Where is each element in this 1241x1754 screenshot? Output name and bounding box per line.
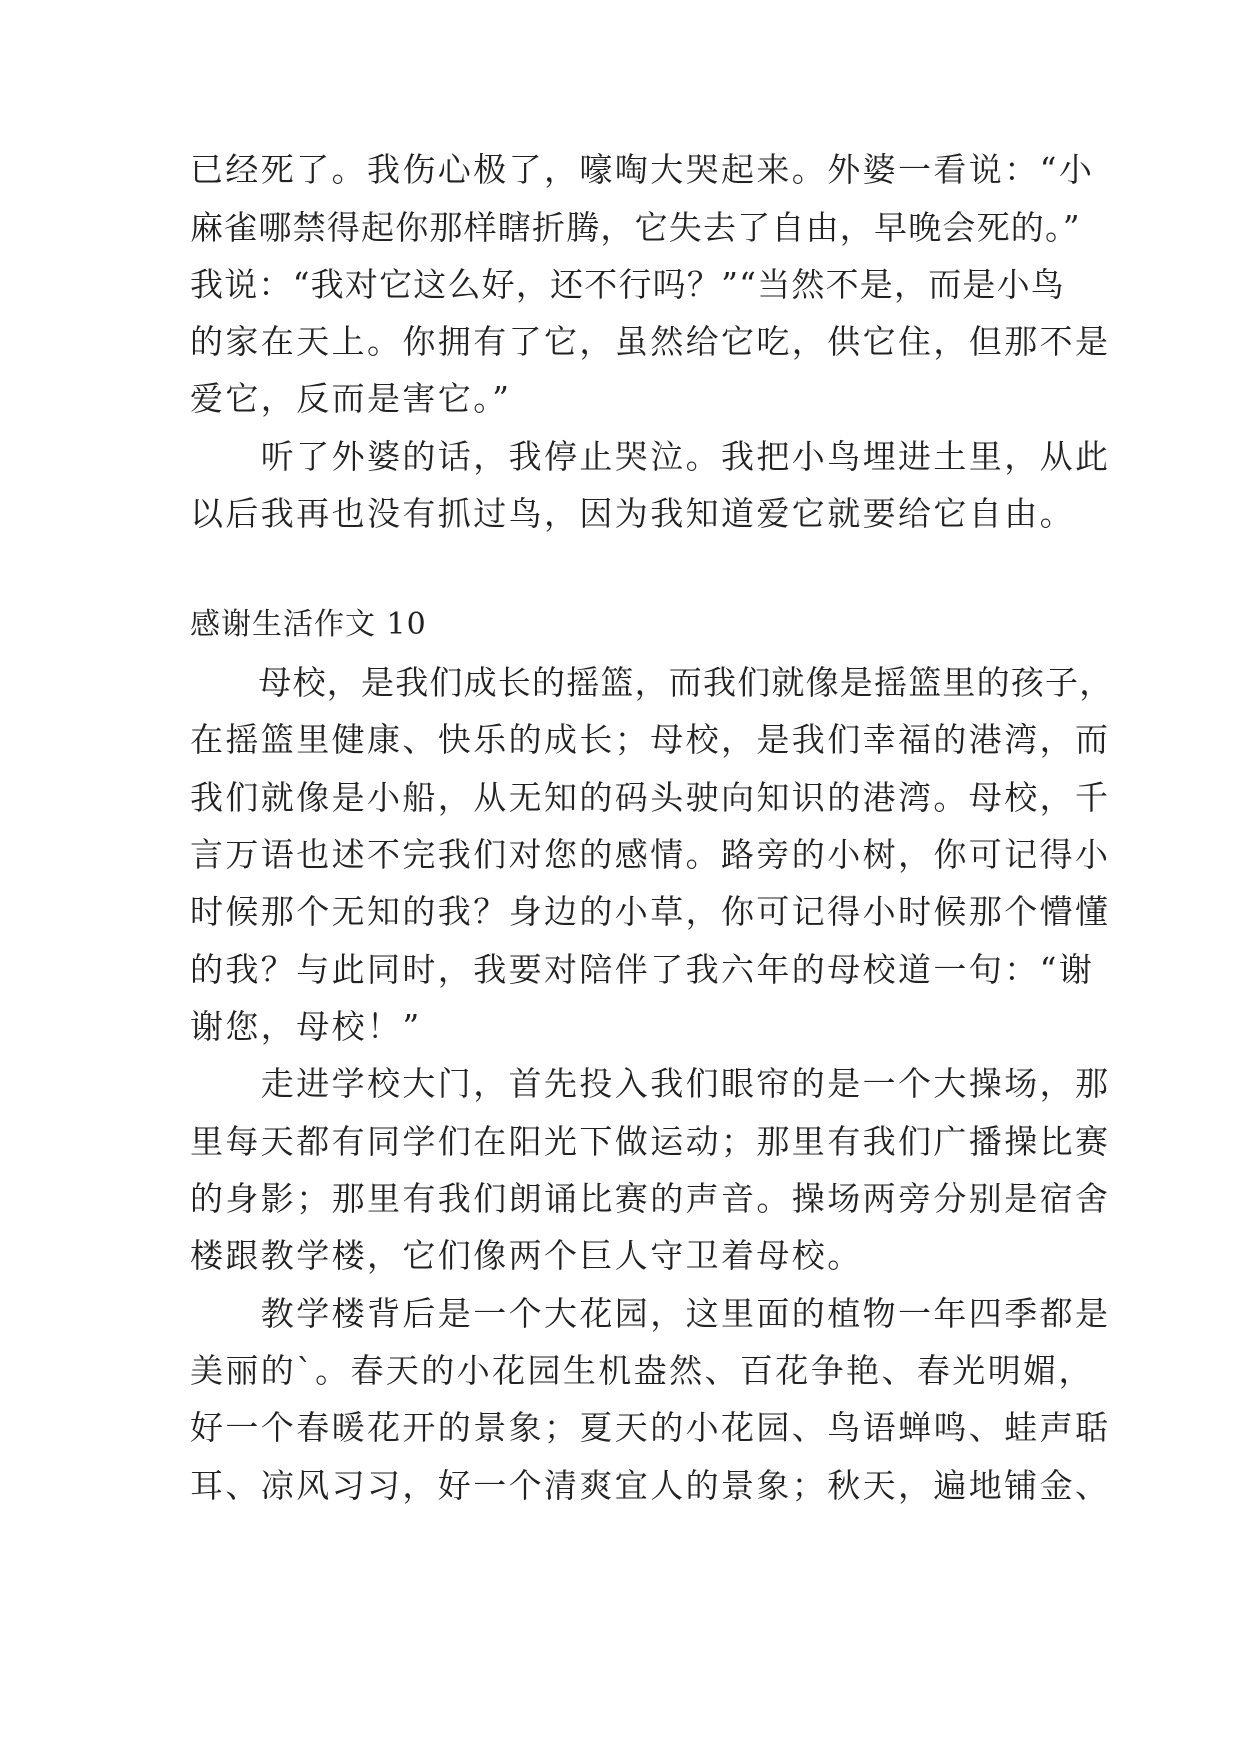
text-line: 里每天都有同学们在阳光下做运动；那里有我们广播操比赛 xyxy=(190,1122,1111,1161)
text-line: 的我？与此同时，我要对陪伴了我六年的母校道一句：“谢 xyxy=(190,950,1095,989)
section-heading: 感谢生活作文 10 xyxy=(190,607,427,642)
text-line: 已经死了。我伤心极了，嚎啕大哭起来。外婆一看说：“小 xyxy=(190,150,1095,189)
text-line: 谢您，母校！” xyxy=(190,1007,422,1046)
text-line: 的身影；那里有我们朗诵比赛的声音。操场两旁分别是宿舍 xyxy=(190,1179,1111,1218)
text-line: 我说：“我对它这么好，还不行吗？”“当然不是，而是小鸟 xyxy=(190,265,1066,304)
text-line: 听了外婆的话，我停止哭泣。我把小鸟埋进土里，从此 xyxy=(190,437,1111,476)
text-line: 母校，是我们成长的摇篮，而我们就像是摇篮里的孩子， xyxy=(190,663,1114,702)
text-line: 以后我再也没有抓过鸟，因为我知道爱它就要给它自由。 xyxy=(190,494,1075,533)
text-line: 耳、凉风习习，好一个清爽宜人的景象；秋天，遍地铺金、 xyxy=(190,1466,1111,1505)
text-line: 在摇篮里健康、快乐的成长；母校，是我们幸福的港湾，而 xyxy=(190,720,1111,759)
text-line: 的家在天上。你拥有了它，虽然给它吃，供它住，但那不是 xyxy=(190,322,1111,361)
text-line: 言万语也述不完我们对您的感情。路旁的小树，你可记得小 xyxy=(190,835,1111,874)
text-line: 教学楼背后是一个大花园，这里面的植物一年四季都是 xyxy=(190,1294,1111,1333)
text-line: 爱它，反而是害它。” xyxy=(190,379,512,418)
text-line: 美丽的`。春天的小花园生机盎然、百花争艳、春光明媚， xyxy=(190,1351,1094,1390)
text-line: 我们就像是小船，从无知的码头驶向知识的港湾。母校，千 xyxy=(190,778,1111,817)
text-line: 楼跟教学楼，它们像两个巨人守卫着母校。 xyxy=(190,1236,863,1275)
text-line: 时候那个无知的我？身边的小草，你可记得小时候那个懵懂 xyxy=(190,892,1111,931)
text-line: 走进学校大门，首先投入我们眼帘的是一个大操场，那 xyxy=(190,1064,1111,1103)
text-line: 麻雀哪禁得起你那样瞎折腾，它失去了自由，早晚会死的。” xyxy=(190,208,1081,247)
text-line: 好一个春暖花开的景象；夏天的小花园、鸟语蝉鸣、蛙声聒 xyxy=(190,1408,1111,1447)
